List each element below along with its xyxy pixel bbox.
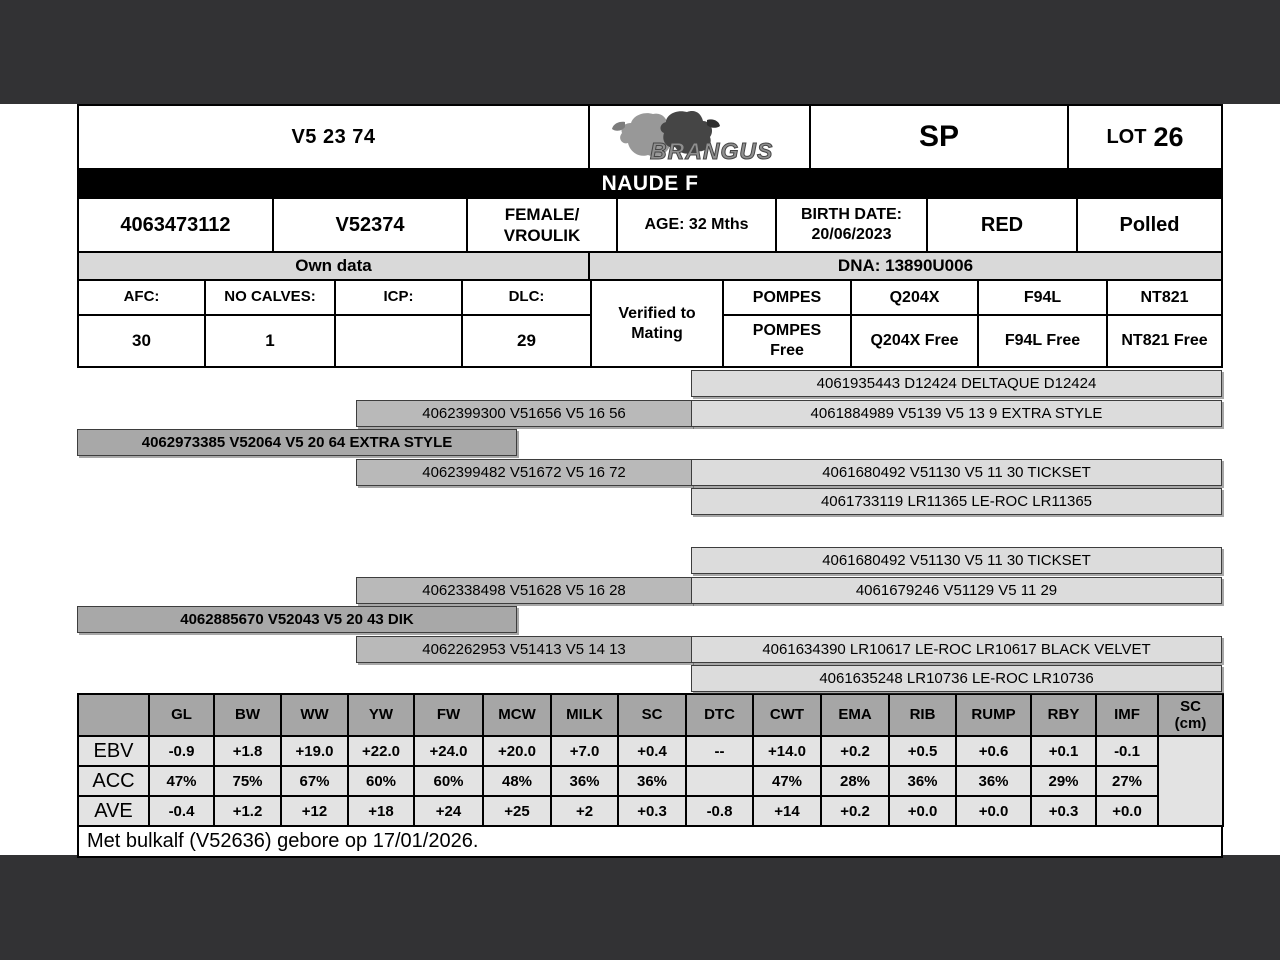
test-status-f94l: F94L Free	[979, 316, 1108, 366]
test-name-pompes: POMPES	[724, 281, 852, 316]
sex-line1: FEMALE/	[504, 204, 580, 224]
ave-fw: +24	[414, 796, 483, 826]
animal-tag-cell	[79, 106, 590, 168]
dna-number: DNA: 13890U006	[837, 256, 974, 275]
birth-date-label: BIRTH DATE:	[800, 206, 903, 223]
col-milk: MILK	[551, 694, 618, 736]
ave-mcw: +25	[483, 796, 551, 826]
ebv-row	[78, 736, 1223, 766]
stats-grid	[77, 281, 1223, 368]
col-rby: RBY	[1031, 694, 1096, 736]
note-row	[77, 827, 1223, 858]
verified-line1: Verified to	[618, 304, 696, 322]
test-status-pompes: POMPES Free	[724, 316, 852, 366]
ebv-ww: +19.0	[281, 736, 348, 766]
ave-rump: +0.0	[956, 796, 1031, 826]
ebv-dtc: --	[686, 736, 753, 766]
ebv-rump: +0.6	[956, 736, 1031, 766]
afc-label: AFC:	[79, 281, 206, 316]
registration-number: 4063473112	[79, 199, 274, 251]
pedigree-dam-sire-dam: 4061679246 V51129 V5 11 29	[691, 577, 1222, 604]
afc-value: 30	[79, 316, 206, 366]
col-rump: RUMP	[956, 694, 1031, 736]
top-frame-band	[0, 0, 1280, 104]
ave-sc: +0.3	[618, 796, 686, 826]
col-ww: WW	[281, 694, 348, 736]
brand-wordmark: BRANGUS	[649, 138, 773, 164]
ebv-milk: +7.0	[551, 736, 618, 766]
ebv-cwt: +14.0	[753, 736, 821, 766]
col-mcw: MCW	[483, 694, 551, 736]
col-yw: YW	[348, 694, 414, 736]
ebv-table	[77, 693, 1224, 827]
identity-row	[77, 199, 1223, 253]
acc-milk: 36%	[551, 766, 618, 796]
horn-status: Polled	[1119, 213, 1180, 236]
bottom-frame-band	[0, 855, 1280, 960]
ave-gl: -0.4	[149, 796, 214, 826]
col-rib: RIB	[889, 694, 956, 736]
pedigree-sire-sire-dam: 4061884989 V5139 V5 13 9 EXTRA STYLE	[691, 400, 1222, 427]
ave-row	[78, 796, 1223, 826]
section-cell	[811, 106, 1069, 168]
acc-yw: 60%	[348, 766, 414, 796]
pedigree-dam-dam: 4062262953 V51413 V5 14 13	[356, 636, 692, 663]
animal-tag: V5 23 74	[291, 125, 376, 148]
acc-fw: 60%	[414, 766, 483, 796]
acc-row-label: ACC	[78, 766, 149, 796]
ebv-rib: +0.5	[889, 736, 956, 766]
pedigree-dam-sire: 4062338498 V51628 V5 16 28	[356, 577, 692, 604]
own-data-label: Own data	[79, 253, 590, 279]
verified-to-mating-cell	[592, 281, 724, 366]
verified-line2: Mating	[631, 324, 683, 342]
col-bw: BW	[214, 694, 281, 736]
birth-date-value: 20/06/2023	[811, 226, 892, 243]
acc-gl: 47%	[149, 766, 214, 796]
col-sc: SC	[618, 694, 686, 736]
pedigree-sire-dam: 4062399482 V51672 V5 16 72	[356, 459, 692, 486]
acc-ema: 28%	[821, 766, 889, 796]
ebv-gl: -0.9	[149, 736, 214, 766]
ave-yw: +18	[348, 796, 414, 826]
acc-sc: 36%	[618, 766, 686, 796]
birth-date-cell	[777, 199, 928, 251]
colour: RED	[928, 199, 1078, 251]
pedigree-dam-dam-sire: 4061634390 LR10617 LE-ROC LR10617 BLACK VELVET	[691, 636, 1222, 663]
test-status-nt821: NT821 Free	[1121, 332, 1208, 349]
col-dtc: DTC	[686, 694, 753, 736]
lot-sheet	[77, 104, 1223, 858]
pedigree-sire-dam-sire: 4061680492 V51130 V5 11 30 TICKSET	[691, 459, 1222, 486]
ave-row-label: AVE	[78, 796, 149, 826]
icp-label: ICP:	[336, 281, 463, 316]
acc-ww: 67%	[281, 766, 348, 796]
ebv-rby: +0.1	[1031, 736, 1096, 766]
breeder-name-bar	[77, 168, 1223, 199]
ave-milk: +2	[551, 796, 618, 826]
lot-label: LOT	[1106, 125, 1147, 148]
sex-cell	[468, 199, 618, 251]
acc-bw: 75%	[214, 766, 281, 796]
ebv-corner-cell	[78, 694, 149, 736]
acc-mcw: 48%	[483, 766, 551, 796]
ebv-sc: +0.4	[618, 736, 686, 766]
no-calves-label: NO CALVES:	[206, 281, 336, 316]
pedigree-sire-sire: 4062399300 V51656 V5 16 56	[356, 400, 692, 427]
acc-row	[78, 766, 1223, 796]
ave-ww: +12	[281, 796, 348, 826]
test-name-q204x: Q204X	[852, 281, 979, 316]
test-status-q204x: Q204X Free	[852, 316, 979, 366]
pedigree-sire-dam-dam: 4061733119 LR11365 LE-ROC LR11365	[691, 488, 1222, 515]
no-calves-value: 1	[206, 316, 336, 366]
section-code: SP	[918, 120, 960, 153]
col-imf: IMF	[1096, 694, 1158, 736]
acc-rib: 36%	[889, 766, 956, 796]
pedigree-dam-dam-dam: 4061635248 LR10736 LE-ROC LR10736	[691, 665, 1222, 692]
col-cwt: CWT	[753, 694, 821, 736]
col-ema: EMA	[821, 694, 889, 736]
pedigree-sire-sire-sire: 4061935443 D12424 DELTAQUE D12424	[691, 370, 1222, 397]
ave-ema: +0.2	[821, 796, 889, 826]
dlc-value: 29	[463, 316, 592, 366]
brand-logo-cell	[590, 106, 811, 168]
acc-dtc	[686, 766, 753, 796]
ave-cwt: +14	[753, 796, 821, 826]
col-fw: FW	[414, 694, 483, 736]
brangus-logo-icon	[595, 108, 805, 166]
sex-line2: VROULIK	[503, 226, 581, 245]
breeder-name: NAUDE F	[601, 171, 699, 195]
col-gl: GL	[149, 694, 214, 736]
acc-rby: 29%	[1031, 766, 1096, 796]
pedigree-chart	[77, 368, 1223, 693]
dlc-label: DLC:	[463, 281, 592, 316]
sc-cm-empty-cell	[1158, 736, 1223, 826]
ebv-ema: +0.2	[821, 736, 889, 766]
acc-imf: 27%	[1096, 766, 1158, 796]
lot-number: 26	[1153, 121, 1184, 152]
ebv-yw: +22.0	[348, 736, 414, 766]
col-sc-cm: SC (cm)	[1158, 694, 1223, 736]
ave-bw: +1.2	[214, 796, 281, 826]
test-name-nt821: NT821	[1108, 281, 1221, 316]
ebv-mcw: +20.0	[483, 736, 551, 766]
ave-dtc: -0.8	[686, 796, 753, 826]
ave-imf: +0.0	[1096, 796, 1158, 826]
pedigree-sire: 4062973385 V52064 V5 20 64 EXTRA STYLE	[77, 429, 517, 456]
ebv-row-label: EBV	[78, 736, 149, 766]
acc-cwt: 47%	[753, 766, 821, 796]
acc-rump: 36%	[956, 766, 1031, 796]
header-row	[77, 104, 1223, 168]
own-data-row	[77, 253, 1223, 281]
ebv-header-row	[78, 694, 1223, 736]
ave-rby: +0.3	[1031, 796, 1096, 826]
ebv-fw: +24.0	[414, 736, 483, 766]
lot-cell	[1069, 106, 1221, 168]
icp-value	[336, 316, 463, 366]
pedigree-dam: 4062885670 V52043 V5 20 43 DIK	[77, 606, 517, 633]
catalog-page	[0, 104, 1280, 855]
test-name-f94l: F94L	[979, 281, 1108, 316]
animal-id: V52374	[274, 199, 468, 251]
age: AGE: 32 Mths	[618, 199, 777, 251]
ave-rib: +0.0	[889, 796, 956, 826]
note-text: Met bulkalf (V52636) gebore op 17/01/2026.	[87, 830, 479, 852]
ebv-imf: -0.1	[1096, 736, 1158, 766]
pedigree-dam-sire-sire: 4061680492 V51130 V5 11 30 TICKSET	[691, 547, 1222, 574]
ebv-bw: +1.8	[214, 736, 281, 766]
